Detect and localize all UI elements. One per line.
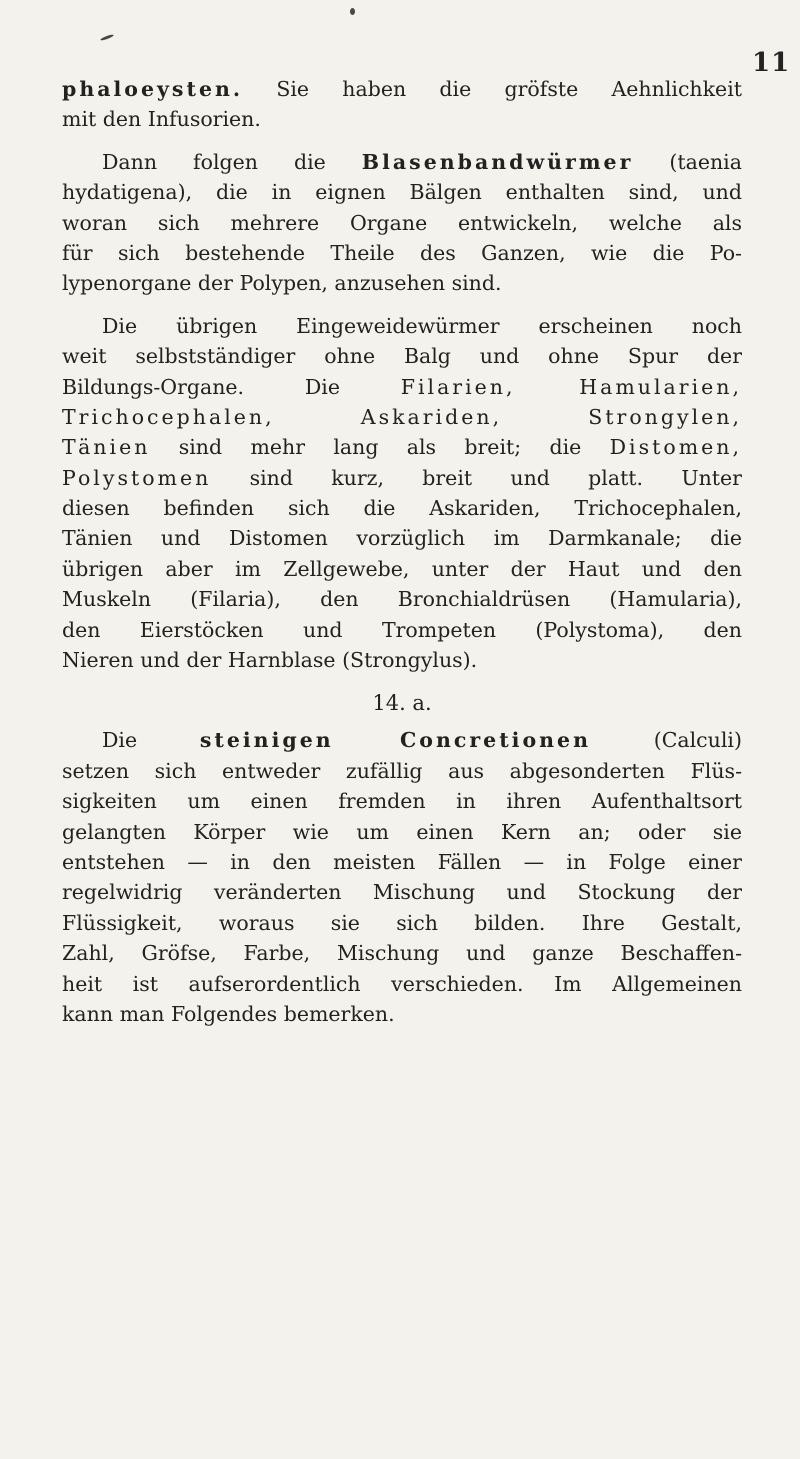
text-line xyxy=(62,463,742,493)
term-filarien-hamularien: Filarien, Hamularien, xyxy=(400,374,742,399)
text-fragment: Dann folgen die xyxy=(102,149,326,174)
ink-speck xyxy=(100,34,114,42)
text-line xyxy=(62,74,742,104)
text-fragment: Sie haben die gröfste Aehnlichkeit xyxy=(276,77,742,101)
text-line xyxy=(62,372,742,402)
term-polystomen: Polystomen xyxy=(62,465,212,490)
text-line: woran sich mehrere Organe entwickeln, welche als xyxy=(62,210,742,235)
text-line: Trichocephalen, Askariden, Strongylen, xyxy=(62,404,742,429)
text-line xyxy=(62,432,742,462)
term-taenien: Tänien xyxy=(62,435,151,460)
text-line xyxy=(62,147,742,177)
term-steinige-concretionen: steinigen Concretionen xyxy=(199,728,591,753)
text-line: mit den Infusorien. xyxy=(62,107,261,132)
text-line: diesen befinden sich die Askariden, Trichocephalen, xyxy=(62,496,742,521)
term-blasenbandwuermer: Blasenbandwürmer xyxy=(361,149,634,174)
text-line: gelangten Körper wie um einen Kern an; oder sie xyxy=(62,819,742,844)
text-line xyxy=(62,725,742,755)
text-fragment: sind kurz, breit und platt. Unter xyxy=(249,465,742,490)
text-line: regelwidrig veränderten Mischung und Stockung der xyxy=(62,880,742,905)
body-text xyxy=(62,74,742,1029)
text-fragment: (Calculi) xyxy=(653,728,742,753)
text-line: für sich bestehende Theile des Ganzen, wie die Po- xyxy=(62,240,742,265)
text-line: den Eierstöcken und Trompeten (Polystoma), den xyxy=(62,617,742,642)
text-line: kann man Folgendes bemerken. xyxy=(62,1001,395,1026)
text-line: hydatigena), die in eignen Bälgen enthalten sind, und xyxy=(62,180,742,205)
text-fragment: (taenia xyxy=(669,149,742,174)
paragraph-gap xyxy=(62,299,742,311)
text-line: Flüssigkeit, woraus sie sich bilden. Ihre Gestalt, xyxy=(62,910,742,935)
text-fragment: Die xyxy=(102,728,138,753)
text-line: weit selbstständiger ohne Balg und ohne Spur der xyxy=(62,344,742,369)
text-line: Tänien und Distomen vorzüglich im Darmkanale; die xyxy=(62,526,742,551)
text-line: lypenorgane der Polypen, anzusehen sind. xyxy=(62,271,502,296)
page-number: 11 xyxy=(752,48,791,78)
text-line: setzen sich entweder zufällig aus abgesonderten Flüs- xyxy=(62,758,742,783)
ink-speck xyxy=(350,8,355,15)
text-line: Die übrigen Eingeweidewürmer erscheinen noch xyxy=(102,313,742,338)
term-distomen: Distomen, xyxy=(609,435,742,460)
text-line: Muskeln (Filaria), den Bronchialdrüsen (Hamularia), xyxy=(62,587,742,612)
text-line: übrigen aber im Zellgewebe, unter der Haut und den xyxy=(62,556,742,581)
section-number: 14. a. xyxy=(372,691,432,716)
text-fragment: sind mehr lang als breit; die xyxy=(178,435,582,460)
term-phaloeysten: phaloeysten. xyxy=(62,77,244,101)
text-line: entstehen — in den meisten Fällen — in Folge einer xyxy=(62,849,742,874)
text-line: heit ist aufserordentlich verschieden. Im Allgemeinen xyxy=(62,971,742,996)
text-line: Zahl, Gröfse, Farbe, Mischung und ganze Beschaffen- xyxy=(62,941,742,966)
text-fragment: Bildungs-Organe. Die xyxy=(62,374,340,399)
paragraph-gap xyxy=(62,135,742,147)
text-line: sigkeiten um einen fremden in ihren Aufenthaltsort xyxy=(62,789,742,814)
text-line: Nieren und der Harnblase (Strongylus). xyxy=(62,648,478,673)
